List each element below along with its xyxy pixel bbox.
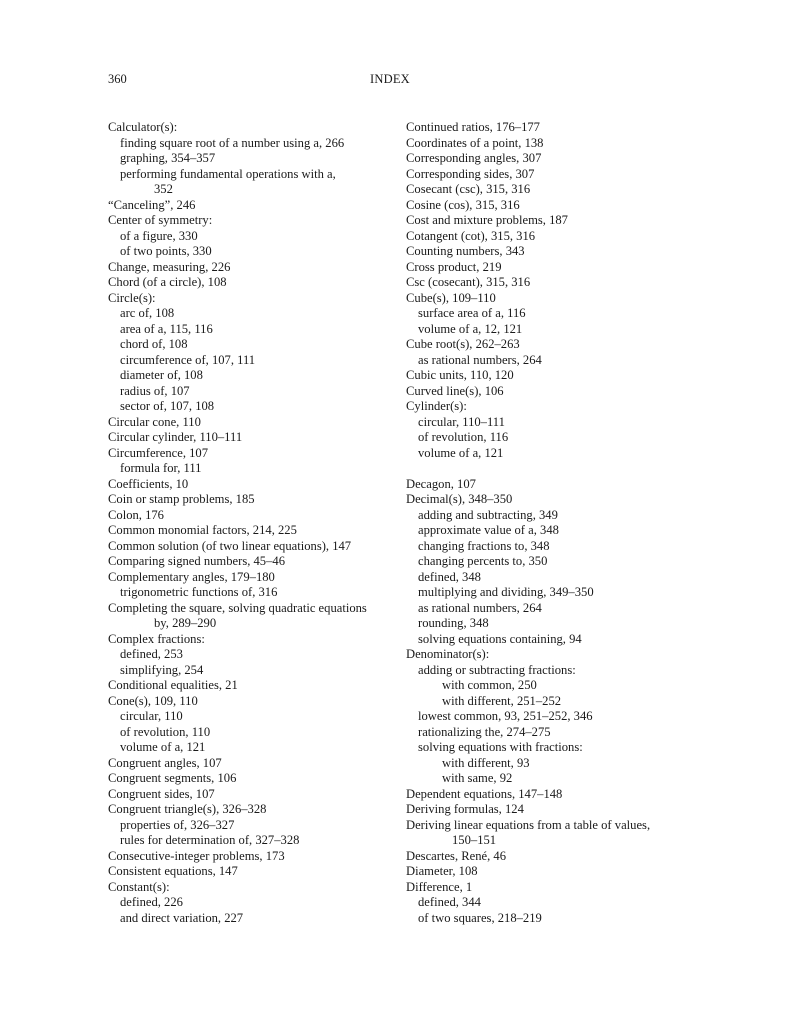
index-subentry: adding or subtracting fractions: — [418, 662, 576, 677]
index-entry: Constant(s): — [108, 879, 170, 894]
index-entry: Cotangent (cot), 315, 316 — [406, 228, 536, 243]
index-entry: Cube(s), 109–110 — [406, 290, 496, 305]
index-subentry: defined, 348 — [418, 569, 481, 584]
index-subentry: changing fractions to, 348 — [418, 538, 550, 553]
index-subentry: of two points, 330 — [120, 244, 212, 258]
index-entry: Corresponding angles, 307 — [406, 151, 542, 165]
index-subentry: defined, 226 — [120, 895, 183, 909]
index-entry: Csc (cosecant), 315, 316 — [406, 275, 531, 289]
running-head: INDEX — [370, 72, 410, 86]
index-entry: Diameter, 108 — [406, 864, 478, 878]
index-subentry: chord of, 108 — [120, 337, 188, 351]
index-subsubentry: with same, 92 — [442, 771, 513, 785]
index-entry: Denominator(s): — [406, 647, 490, 661]
index-subentry: sector of, 107, 108 — [120, 399, 215, 413]
index-subentry: and direct variation, 227 — [120, 910, 244, 925]
index-entry-continuation: by, 289–290 — [154, 616, 217, 630]
index-subentry: of revolution, 110 — [120, 724, 211, 739]
index-entry: Calculator(s): — [108, 120, 178, 134]
index-entry: Coordinates of a point, 138 — [406, 135, 544, 150]
index-entry: Consecutive-integer problems, 173 — [108, 848, 285, 863]
index-subentry: of revolution, 116 — [418, 430, 509, 444]
index-subentry: adding and subtracting, 349 — [418, 507, 558, 522]
page-header — [108, 72, 708, 90]
index-subentry: rationalizing the, 274–275 — [418, 724, 551, 739]
section-gap — [406, 461, 706, 477]
index-entry: Congruent sides, 107 — [108, 786, 215, 801]
index-entry: Circular cone, 110 — [108, 414, 201, 429]
index-subentry: graphing, 354–357 — [120, 151, 216, 165]
index-entry: Cylinder(s): — [406, 399, 467, 413]
index-subentry: solving equations containing, 94 — [418, 631, 582, 646]
index-entry: Cone(s), 109, 110 — [108, 693, 198, 708]
index-subentry: surface area of a, 116 — [418, 306, 526, 320]
index-entry: Center of symmetry: — [108, 213, 213, 227]
index-entry: Chord (of a circle), 108 — [108, 275, 227, 289]
index-entry: Decimal(s), 348–350 — [406, 492, 513, 506]
index-subentry: defined, 253 — [120, 647, 183, 661]
index-entry: Congruent segments, 106 — [108, 771, 237, 785]
index-entry: Common monomial factors, 214, 225 — [108, 523, 297, 537]
index-entry: Circumference, 107 — [108, 445, 209, 460]
index-entry-continuation: 150–151 — [452, 833, 497, 847]
index-subentry: simplifying, 254 — [120, 662, 204, 677]
index-subentry: finding square root of a number using a, 266 — [120, 135, 345, 150]
index-entry: Cross product, 219 — [406, 259, 502, 274]
index-entry: Cube root(s), 262–263 — [406, 337, 520, 351]
index-entry: Difference, 1 — [406, 879, 473, 894]
index-entry: Cost and mixture problems, 187 — [406, 213, 568, 227]
index-subentry: as rational numbers, 264 — [418, 600, 542, 615]
index-entry: Continued ratios, 176–177 — [406, 120, 540, 134]
index-subentry: circular, 110–111 — [418, 414, 505, 429]
index-subentry: radius of, 107 — [120, 383, 190, 398]
index-subentry: solving equations with fractions: — [418, 740, 583, 754]
index-subentry: volume of a, 121 — [120, 740, 206, 754]
index-subentry: of a figure, 330 — [120, 228, 198, 243]
index-subentry: arc of, 108 — [120, 306, 175, 320]
index-entry: Deriving formulas, 124 — [406, 802, 524, 816]
index-column-left — [108, 120, 398, 926]
index-subentry: defined, 344 — [418, 895, 481, 909]
index-subentry: volume of a, 12, 121 — [418, 321, 523, 336]
index-entry: Circle(s): — [108, 290, 156, 305]
index-entry: Consistent equations, 147 — [108, 864, 238, 878]
index-subentry: circumference of, 107, 111 — [120, 352, 256, 367]
index-entry: Coin or stamp problems, 185 — [108, 492, 255, 506]
index-subentry: approximate value of a, 348 — [418, 523, 559, 537]
index-entry: Curved line(s), 106 — [406, 383, 504, 398]
index-entry: Comparing signed numbers, 45–46 — [108, 554, 285, 568]
index-subentry: volume of a, 121 — [418, 445, 504, 460]
index-subentry: rules for determination of, 327–328 — [120, 833, 300, 847]
index-subsubentry: with common, 250 — [442, 678, 537, 692]
index-entry: Cosecant (csc), 315, 316 — [406, 182, 531, 196]
index-subentry: rounding, 348 — [418, 616, 489, 630]
index-entry-continuation: 352 — [154, 182, 173, 196]
index-subentry: formula for, 111 — [120, 461, 202, 475]
index-entry: Descartes, René, 46 — [406, 848, 507, 863]
index-entry: Completing the square, solving quadratic equations — [108, 600, 367, 615]
index-entry: Deriving linear equations from a table of values, — [406, 817, 651, 832]
index-entry: Colon, 176 — [108, 507, 164, 522]
index-subentry: multiplying and dividing, 349–350 — [418, 585, 594, 599]
index-entry: Complex fractions: — [108, 631, 205, 646]
index-entry: Change, measuring, 226 — [108, 259, 231, 274]
index-subentry: diameter of, 108 — [120, 368, 203, 382]
index-subentry: changing percents to, 350 — [418, 554, 548, 568]
index-entry: Congruent triangle(s), 326–328 — [108, 802, 267, 816]
index-subentry: of two squares, 218–219 — [418, 910, 542, 925]
index-column-right — [406, 120, 706, 926]
index-subsubentry: with different, 93 — [442, 755, 530, 770]
index-entry: Congruent angles, 107 — [108, 755, 222, 770]
index-entry: Counting numbers, 343 — [406, 244, 525, 258]
index-subsubentry: with different, 251–252 — [442, 693, 562, 708]
index-subentry: lowest common, 93, 251–252, 346 — [418, 709, 593, 723]
page-number: 360 — [108, 72, 127, 86]
index-entry: Circular cylinder, 110–111 — [108, 430, 243, 444]
index-entry: “Canceling”, 246 — [108, 197, 196, 212]
index-subentry: circular, 110 — [120, 709, 183, 723]
index-subentry: performing fundamental operations with a, — [120, 166, 336, 181]
index-entry: Cosine (cos), 315, 316 — [406, 197, 520, 212]
index-subentry: area of a, 115, 116 — [120, 321, 213, 336]
index-subentry: as rational numbers, 264 — [418, 352, 542, 367]
index-entry: Decagon, 107 — [406, 476, 476, 491]
index-subentry: trigonometric functions of, 316 — [120, 585, 278, 599]
index-subentry: properties of, 326–327 — [120, 817, 235, 832]
index-entry: Common solution (of two linear equations), 147 — [108, 538, 352, 553]
index-entry: Corresponding sides, 307 — [406, 166, 535, 181]
index-entry: Dependent equations, 147–148 — [406, 786, 563, 801]
index-entry: Coefficients, 10 — [108, 476, 189, 491]
index-entry: Cubic units, 110, 120 — [406, 368, 514, 382]
index-entry: Conditional equalities, 21 — [108, 678, 238, 692]
index-entry: Complementary angles, 179–180 — [108, 569, 275, 584]
